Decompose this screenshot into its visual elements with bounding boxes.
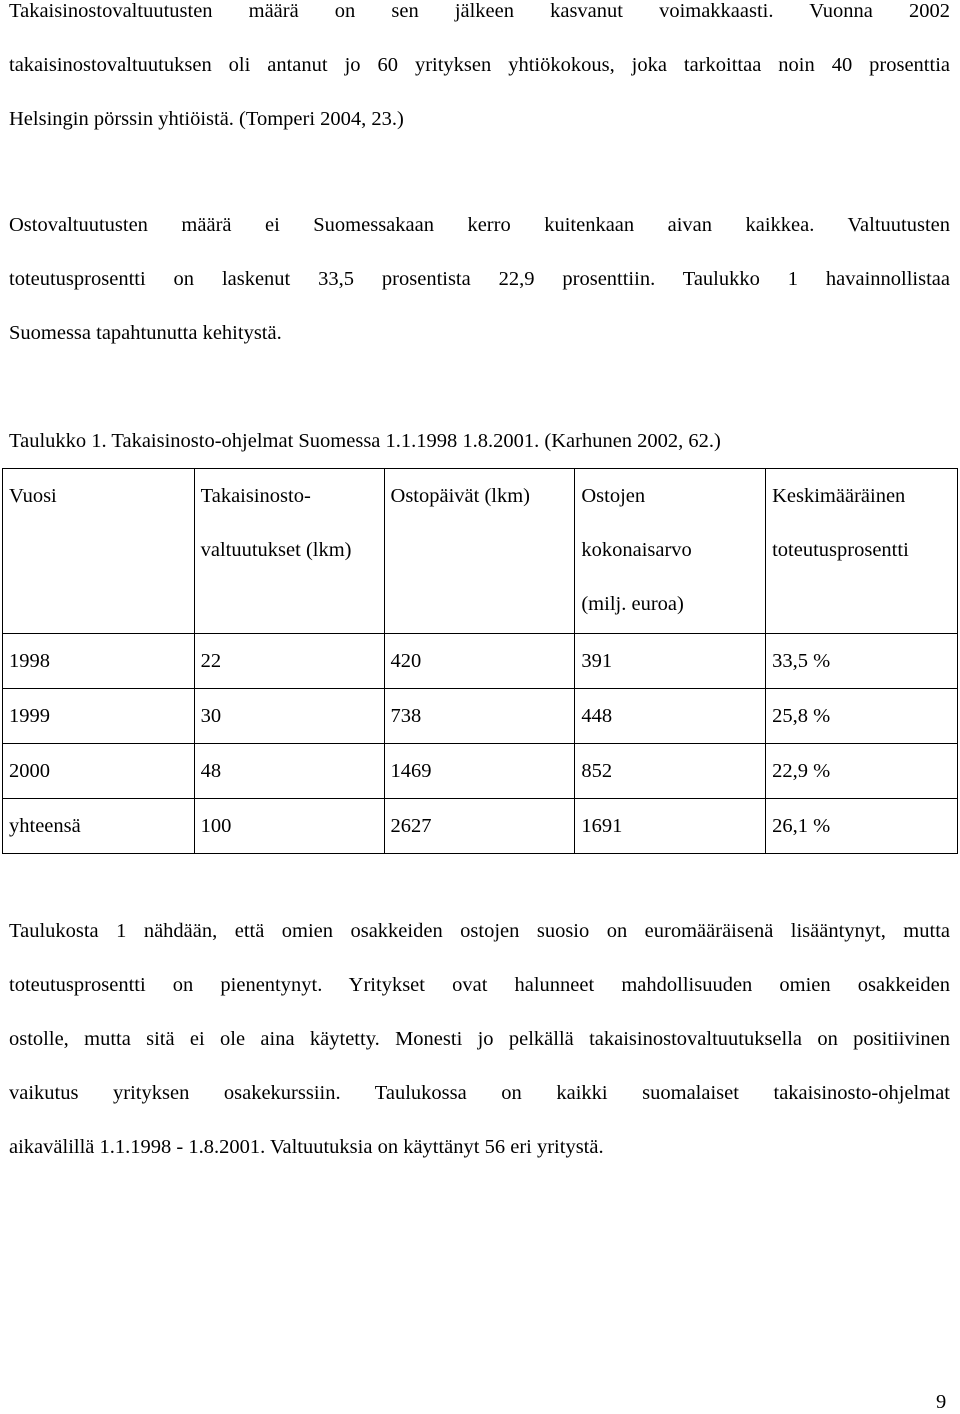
paragraph-authorizations — [9, 198, 950, 360]
table-cell: 30 — [194, 689, 384, 744]
table-cell: 420 — [384, 634, 575, 689]
header-cell-year: Vuosi — [3, 469, 195, 634]
table-cell: 22 — [194, 634, 384, 689]
paragraph-line: toteutusprosentti on laskenut 33,5 prosentista 22,9 prosenttiin. Taulukko 1 havainnollistaa — [9, 268, 950, 290]
table-cell: 2627 — [384, 799, 575, 854]
table-cell: 48 — [194, 744, 384, 799]
paragraph-line: ostolle, mutta sitä ei ole aina käytetty. Monesti jo pelkällä takaisinostovaltuutuksella on positiivinen — [9, 1028, 950, 1050]
paragraph-line: vaikutus yrityksen osakekurssiin. Taulukossa on kaikki suomalaiset takaisinosto-ohjelmat — [9, 1082, 950, 1104]
paragraph-line: Taulukosta 1 nähdään, että omien osakkeiden ostojen suosio on euromääräisenä lisääntynyt, mutta — [9, 920, 950, 942]
paragraph-intro — [9, 0, 950, 146]
table-cell: 100 — [194, 799, 384, 854]
table-cell: 1998 — [3, 634, 195, 689]
table-cell: 448 — [575, 689, 766, 744]
paragraph-analysis — [9, 904, 950, 1174]
table-header-row — [3, 469, 958, 634]
paragraph-line: Ostovaltuutusten määrä ei Suomessakaan kerro kuitenkaan aivan kaikkea. Valtuutusten — [9, 214, 950, 236]
header-cell-purchase-days: Ostopäivät (lkm) — [384, 469, 575, 634]
paragraph-line: Suomessa tapahtunutta kehitystä. — [9, 322, 282, 344]
table-caption: Taulukko 1. Takaisinosto-ohjelmat Suomessa 1.1.1998 1.8.2001. (Karhunen 2002, 62.) — [9, 430, 721, 452]
table-cell: 1691 — [575, 799, 766, 854]
table-cell: 738 — [384, 689, 575, 744]
table-cell: 22,9 % — [766, 744, 958, 799]
table-cell: 1999 — [3, 689, 195, 744]
table-cell: 2000 — [3, 744, 195, 799]
table-row — [3, 634, 958, 689]
header-cell-authorizations: Takaisinosto- valtuutukset (lkm) — [194, 469, 384, 634]
table-row-total — [3, 799, 958, 854]
table-cell: 25,8 % — [766, 689, 958, 744]
paragraph-line: Helsingin pörssin yhtiöistä. (Tomperi 2004, 23.) — [9, 108, 404, 130]
page-number: 9 — [936, 1391, 947, 1413]
table-cell: 1469 — [384, 744, 575, 799]
header-cell-average-rate: Keskimääräinen toteutusprosentti — [766, 469, 958, 634]
table-row — [3, 689, 958, 744]
table-cell: 391 — [575, 634, 766, 689]
paragraph-line: Takaisinostovaltuutusten määrä on sen jälkeen kasvanut voimakkaasti. Vuonna 2002 — [9, 0, 950, 22]
table-cell: 852 — [575, 744, 766, 799]
buyback-table — [2, 468, 958, 854]
table-row — [3, 744, 958, 799]
paragraph-line: aikavälillä 1.1.1998 - 1.8.2001. Valtuutuksia on käyttänyt 56 eri yritystä. — [9, 1136, 604, 1158]
table-cell: 33,5 % — [766, 634, 958, 689]
paragraph-line: takaisinostovaltuutuksen oli antanut jo 60 yrityksen yhtiökokous, joka tarkoittaa noin 40 prosenttia — [9, 54, 950, 76]
paragraph-line: toteutusprosentti on pienentynyt. Yritykset ovat halunneet mahdollisuuden omien osakkeiden — [9, 974, 950, 996]
table-cell: 26,1 % — [766, 799, 958, 854]
table-cell: yhteensä — [3, 799, 195, 854]
header-cell-total-value: Ostojen kokonaisarvo (milj. euroa) — [575, 469, 766, 634]
